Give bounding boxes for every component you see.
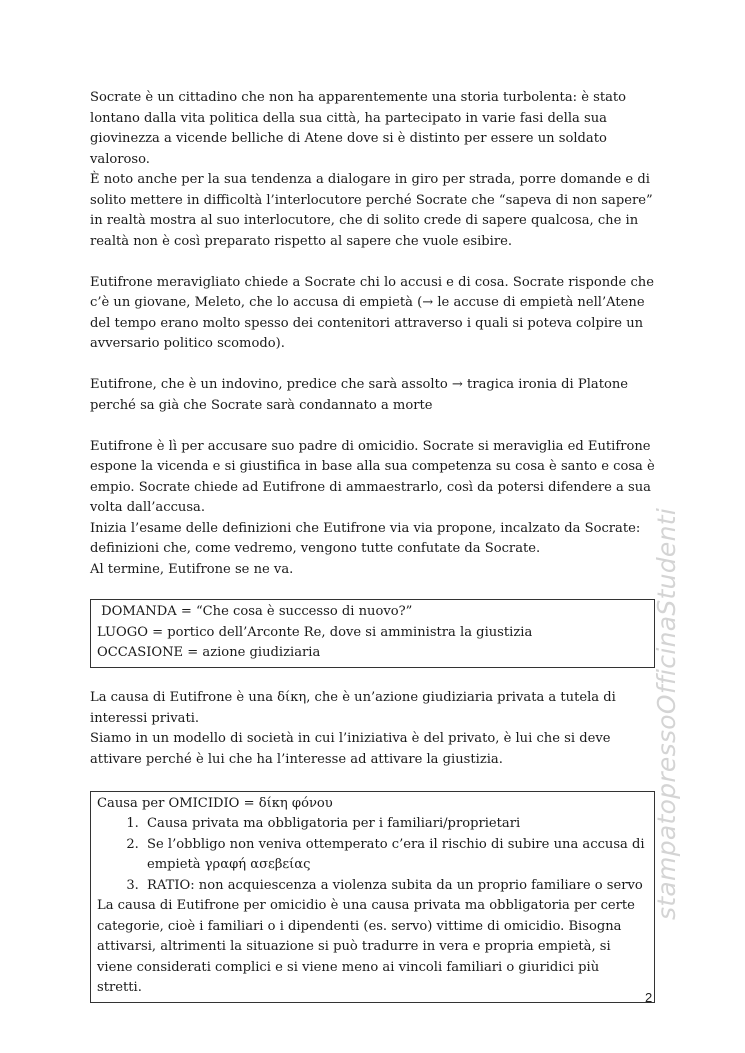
paragraph-definitions: Inizia l’esame delle definizioni che Eutifrone via via propone, incalzato da Socrate: definizioni che, come vedremo, vengono tutte confutate da Socrate. bbox=[90, 520, 641, 556]
paragraph-prediction: Eutifrone, che è un indovino, predice che sarà assolto → tragica ironia di Platone perché sa già che Socrate sarà condannato a morte bbox=[90, 377, 629, 413]
homicide-closing: La causa di Eutifrone per omicidio è una causa privata ma obbligatoria per certe categorie, cioè i familiari o i dipendenti (es. servo) vittime di omicidio. Bisogna attivarsi, altrimenti la situazione si può tradurre in vera e propria empietà, si viene considerati complici e si viene meno ai vincoli familiari o giuridici più stretti. bbox=[97, 898, 635, 995]
paragraph-father-accusation: Eutifrone è lì per accusare suo padre di omicidio. Socrate si meraviglia ed Eutifrone espone la vicenda e si giustifica in base alla sua competenza su cosa è santo e cosa è empio. Socrate chiede ad Eutifrone di ammaestrarlo, così da potersi difendere a sua volta dall’accusa. bbox=[90, 438, 655, 515]
paragraph-socrate-intro: Socrate è un cittadino che non ha apparentemente una storia turbolenta: è stato lontano dalla vita politica della sua città, ha partecipato in varie fasi della sua giovinezza a vicende belliche di Atene dove si è distinto per essere un soldato valoroso. bbox=[90, 90, 627, 167]
page-number: 2 bbox=[645, 990, 653, 1005]
paragraph-accusation: Eutifrone meravigliato chiede a Socrate chi lo accusi e di cosa. Socrate risponde che c’è un giovane, Meleto, che lo accusa di empietà (→ le accuse di empietà nell’Atene del tempo erano molto spesso dei contenitori attraverso i quali si poteva colpire un avversario politico scomodo). bbox=[90, 274, 654, 351]
setting-occasion: OCCASIONE = azione giudiziaria bbox=[97, 645, 321, 660]
document-body bbox=[90, 88, 655, 1003]
homicide-heading: Causa per OMICIDIO = δίκη φόνου bbox=[97, 795, 333, 811]
list-item: 3. RATIO: non acquiescenza a violenza subita da un proprio familiare o servo bbox=[143, 876, 648, 897]
list-item: 1. Causa privata ma obbligatoria per i familiari/proprietari bbox=[143, 814, 648, 835]
list-item: 2. Se l’obbligo non veniva ottemperato c’era il rischio di subire una accusa di empietà γραφή ασεβείας bbox=[143, 835, 648, 876]
paragraph-society-model: Siamo in un modello di società in cui l’iniziativa è del privato, è lui che si deve attivare perché è lui che ha l’interesse ad attivare la giustizia. bbox=[90, 731, 611, 767]
paragraph-dike: La causa di Eutifrone è una δίκη, che è un’azione giudiziaria privata a tutela di interessi privati. bbox=[90, 690, 616, 726]
watermark: stampatopressoOfficinaStudenti bbox=[652, 507, 681, 920]
setting-place: LUOGO = portico dell’Arconte Re, dove si amministra la giustizia bbox=[97, 624, 533, 640]
setting-question: DOMANDA = “Che cosa è successo di nuovo?” bbox=[97, 604, 413, 619]
homicide-box bbox=[90, 791, 655, 1003]
paragraph-socrate-dialogue: È noto anche per la sua tendenza a dialogare in giro per strada, porre domande e di solito mettere in difficoltà l’interlocutore perché Socrate che “sapeva di non sapere” in realtà mostra al suo interlocutore, che di solito crede di sapere qualcosa, che in realtà non è così preparato rispetto al sapere che vuole esibire. bbox=[90, 172, 653, 249]
setting-box bbox=[90, 599, 655, 668]
paragraph-ending: Al termine, Eutifrone se ne va. bbox=[90, 561, 294, 577]
homicide-list bbox=[97, 814, 648, 896]
